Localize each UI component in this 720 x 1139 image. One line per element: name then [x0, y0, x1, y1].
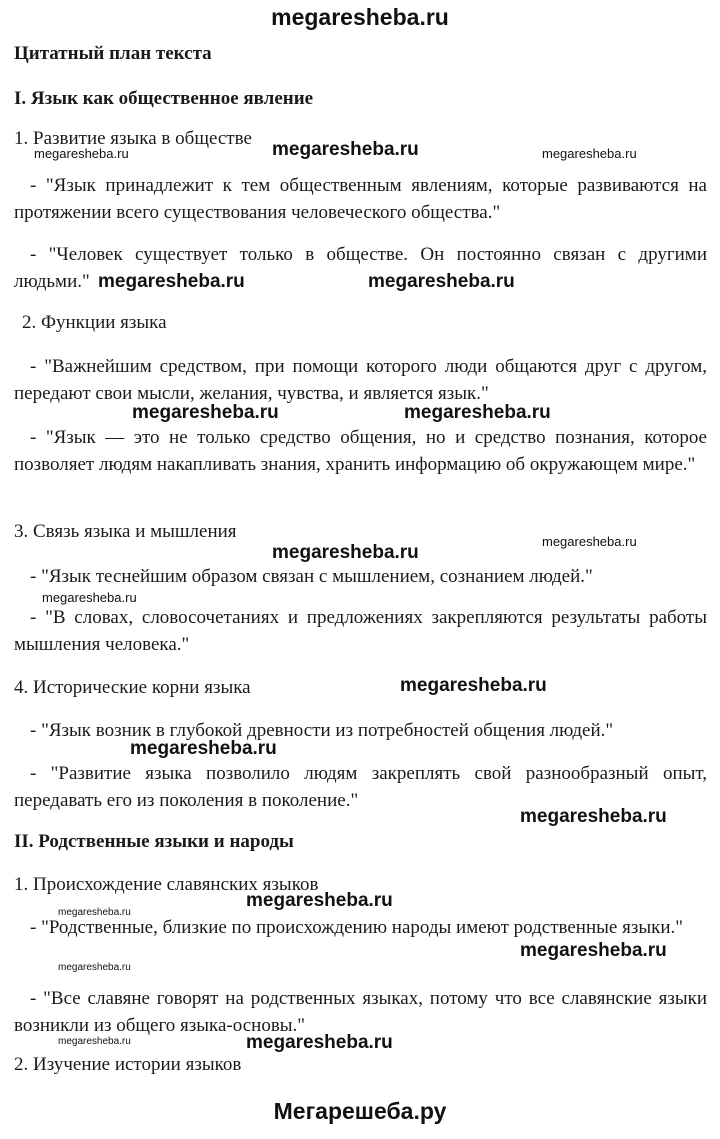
watermark: megaresheba.ru	[34, 146, 129, 161]
site-header-watermark: megaresheba.ru	[271, 4, 449, 30]
watermark: megaresheba.ru	[272, 139, 419, 160]
watermark: megaresheba.ru	[42, 590, 137, 605]
watermark: megaresheba.ru	[542, 534, 637, 549]
page-title: Цитатный план текста	[14, 43, 212, 64]
quote-1-1-a: - "Язык принадлежит к тем общественным явлениям, которые развиваются на протяжении всего существования человеческого общества."	[14, 175, 707, 223]
quote-2-1-b: - "Все славяне говорят на родственных языках, потому что все славянские языки возникли из общего языка-основы."	[14, 988, 707, 1036]
watermark: megaresheba.ru	[520, 806, 667, 827]
watermark: megaresheba.ru	[132, 402, 279, 423]
watermark: megaresheba.ru	[368, 271, 515, 292]
watermark: megaresheba.ru	[400, 675, 547, 696]
quote-1-2-b: - "Язык — это не только средство общения, но и средство познания, которое позволяет людям накапливать знания, хранить информацию об окружающем мире."	[14, 427, 707, 475]
section-heading-1: I. Язык как общественное явление	[14, 88, 314, 109]
watermark: megaresheba.ru	[520, 940, 667, 961]
watermark: megaresheba.ru	[246, 1032, 393, 1053]
subsection-1-2: 2. Функции языка	[22, 312, 167, 333]
watermark: megaresheba.ru	[542, 146, 637, 161]
subsection-1-1: 1. Развитие языка в обществе	[14, 128, 252, 149]
quote-1-4-b: - "Развитие языка позволило людям закреплять свой разнообразный опыт, передавать его из поколения в поколение."	[14, 763, 707, 811]
quote-1-4-a: - "Язык возник в глубокой древности из потребностей общения людей."	[30, 720, 614, 741]
watermark: megaresheba.ru	[58, 1036, 131, 1047]
watermark: megaresheba.ru	[246, 890, 393, 911]
watermark: megaresheba.ru	[58, 907, 131, 918]
quote-1-1-b: - "Человек существует только в обществе. Он постоянно связан с другими людьми."	[14, 244, 707, 292]
quote-1-3-b: - "В словах, словосочетаниях и предложениях закрепляются результаты работы мышления человека."	[14, 607, 707, 655]
watermark: megaresheba.ru	[98, 271, 245, 292]
section-heading-2: II. Родственные языки и народы	[14, 831, 294, 852]
subsection-2-2: 2. Изучение истории языков	[14, 1054, 242, 1075]
watermark: megaresheba.ru	[130, 738, 277, 759]
watermark: megaresheba.ru	[58, 962, 131, 973]
subsection-1-4: 4. Исторические корни языка	[14, 677, 251, 698]
subsection-1-3: 3. Связь языка и мышления	[14, 521, 237, 542]
quote-1-3-a: - "Язык теснейшим образом связан с мышлением, сознанием людей."	[30, 566, 593, 587]
subsection-2-1: 1. Происхождение славянских языков	[14, 874, 319, 895]
quote-2-1-a: - "Родственные, близкие по происхождению народы имеют родственные языки."	[30, 917, 683, 938]
quote-1-2-a: - "Важнейшим средством, при помощи которого люди общаются друг с другом, передают свои мысли, желания, чувства, и является язык."	[14, 356, 707, 404]
watermark: megaresheba.ru	[404, 402, 551, 423]
watermark: megaresheba.ru	[272, 542, 419, 563]
site-footer-watermark: Мегарешеба.ру	[273, 1098, 447, 1124]
